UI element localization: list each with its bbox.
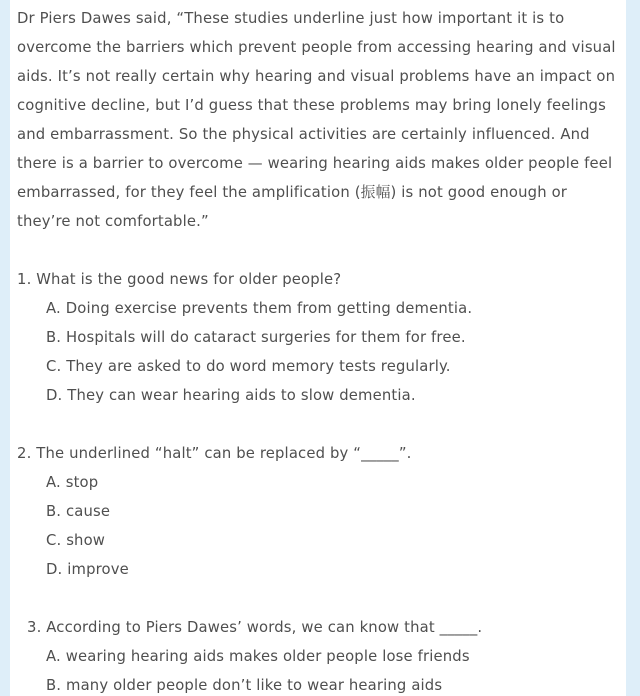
article-page xyxy=(10,0,626,696)
question-2: 2. The underlined “halt” can be replaced by “_____”. xyxy=(17,445,412,462)
passage-paragraph: Dr Piers Dawes said, “These studies underline just how important it is to overcome the barriers which prevent people from accessing hearing and visual aids. It’s not really certain why hearing and visual problems have an impact on cognitive decline, but I’d guess that these problems may bring lonely feelings and embarrassment. So the physical activities are certainly influenced. And there is a barrier to overcome — wearing hearing aids makes older people feel embarrassed, for they feel the amplification (振幅) is not good enough or they’re not comfortable.” xyxy=(17,10,616,230)
question-2-option-d: D. improve xyxy=(46,561,129,578)
question-1-option-a: A. Doing exercise prevents them from getting dementia. xyxy=(46,300,473,317)
question-1-option-b: B. Hospitals will do cataract surgeries for them for free. xyxy=(46,329,466,346)
question-1-option-c: C. They are asked to do word memory tests regularly. xyxy=(46,358,451,375)
question-3-option-a: A. wearing hearing aids makes older people lose friends xyxy=(46,648,470,665)
question-3-option-b: B. many older people don’t like to wear hearing aids xyxy=(46,677,443,694)
question-2-option-a: A. stop xyxy=(46,474,99,491)
question-1: 1. What is the good news for older people? xyxy=(17,271,342,288)
question-3: 3. According to Piers Dawes’ words, we can know that _____. xyxy=(27,619,483,636)
question-2-option-c: C. show xyxy=(46,532,106,549)
question-1-option-d: D. They can wear hearing aids to slow dementia. xyxy=(46,387,416,404)
question-2-option-b: B. cause xyxy=(46,503,111,520)
